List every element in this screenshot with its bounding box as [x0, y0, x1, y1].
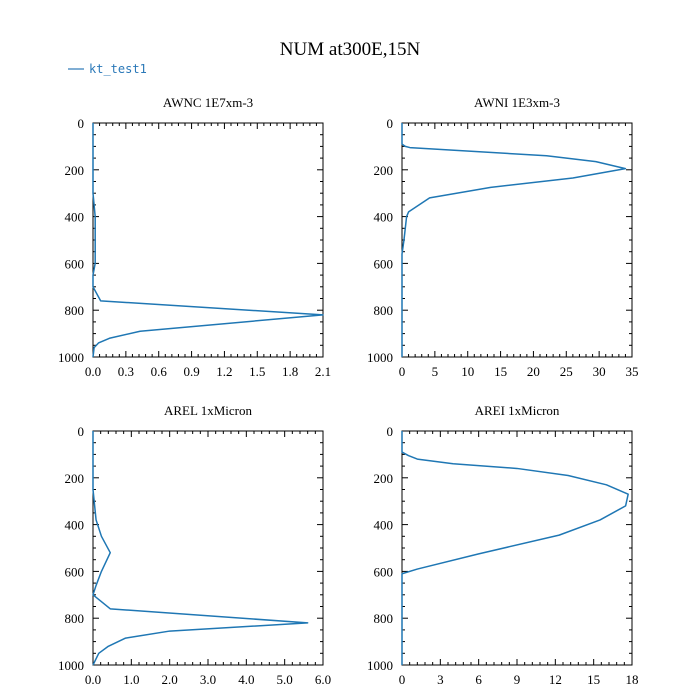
panel-title: AWNC 1E7xm-3	[162, 95, 254, 110]
x-tick-label: 0.3	[117, 364, 134, 379]
plot-frame	[93, 431, 323, 665]
y-tick-label: 600	[64, 256, 84, 272]
y-tick-label: 0	[77, 116, 84, 131]
x-tick-label: 1.5	[249, 364, 266, 379]
plot-frame	[402, 123, 632, 357]
panel-4	[367, 403, 639, 687]
x-tick-label: 18	[625, 672, 639, 687]
y-tick-label: 400	[64, 517, 84, 533]
panel-title: AREI 1xMicron	[474, 403, 560, 418]
x-tick-label: 4.0	[238, 672, 255, 687]
y-tick-label: 200	[373, 470, 393, 486]
panel-title: AWNI 1E3xm-3	[474, 95, 560, 110]
y-tick-label: 200	[373, 162, 393, 178]
x-tick-label: 5	[431, 364, 439, 379]
series-line	[402, 123, 625, 357]
y-tick-label: 800	[373, 611, 393, 627]
y-tick-label: 200	[64, 162, 84, 178]
y-tick-label: 400	[64, 209, 84, 225]
y-tick-label: 800	[64, 611, 84, 627]
panel-title: AREL 1xMicron	[164, 403, 252, 418]
y-tick-label: 400	[373, 517, 393, 533]
x-tick-label: 0.9	[183, 364, 200, 379]
x-tick-label: 12	[548, 672, 562, 687]
series-line	[93, 123, 323, 357]
x-tick-label: 3	[437, 672, 444, 687]
series-line	[402, 431, 628, 665]
x-tick-label: 6.0	[314, 672, 332, 687]
x-tick-label: 0.6	[150, 364, 167, 379]
y-tick-label: 1000	[367, 350, 393, 365]
x-tick-label: 0	[398, 672, 406, 687]
x-tick-label: 20	[526, 364, 540, 379]
y-tick-label: 600	[373, 564, 393, 580]
x-tick-label: 3.0	[199, 672, 217, 687]
x-tick-label: 0	[398, 364, 406, 379]
y-tick-label: 600	[64, 564, 84, 580]
x-tick-label: 1.8	[282, 364, 299, 379]
y-tick-label: 200	[64, 470, 84, 486]
plot-frame	[402, 431, 632, 665]
panels	[58, 95, 639, 687]
x-tick-label: 6	[475, 672, 482, 687]
y-tick-label: 800	[64, 303, 84, 319]
y-tick-label: 600	[373, 256, 393, 272]
y-tick-label: 400	[373, 209, 393, 225]
x-tick-label: 10	[461, 364, 475, 379]
x-tick-label: 30	[592, 364, 606, 379]
y-tick-label: 1000	[58, 658, 84, 673]
y-tick-label: 0	[386, 424, 393, 439]
panel-2	[367, 95, 639, 379]
figure-title: NUM at300E,15N	[279, 39, 421, 60]
panel-3	[58, 403, 331, 687]
x-tick-label: 2.0	[161, 672, 178, 687]
y-tick-label: 800	[373, 303, 393, 319]
y-tick-label: 0	[386, 116, 393, 131]
x-tick-label: 9	[513, 672, 521, 687]
x-tick-label: 35	[625, 364, 639, 379]
x-tick-label: 25	[559, 364, 573, 379]
y-tick-label: 0	[77, 424, 84, 439]
x-tick-label: 15	[494, 364, 508, 379]
y-tick-label: 1000	[367, 658, 393, 673]
legend-label: kt_test1	[89, 62, 147, 76]
plot-frame	[93, 123, 323, 357]
panel-1	[58, 95, 331, 379]
x-tick-label: 15	[587, 672, 601, 687]
x-tick-label: 1.0	[123, 672, 140, 687]
x-tick-label: 1.2	[216, 364, 233, 379]
x-tick-label: 5.0	[276, 672, 293, 687]
series-line	[93, 431, 308, 665]
x-tick-label: 0.0	[84, 364, 102, 379]
x-tick-label: 2.1	[314, 364, 332, 379]
x-tick-label: 0.0	[84, 672, 102, 687]
y-tick-label: 1000	[58, 350, 84, 365]
